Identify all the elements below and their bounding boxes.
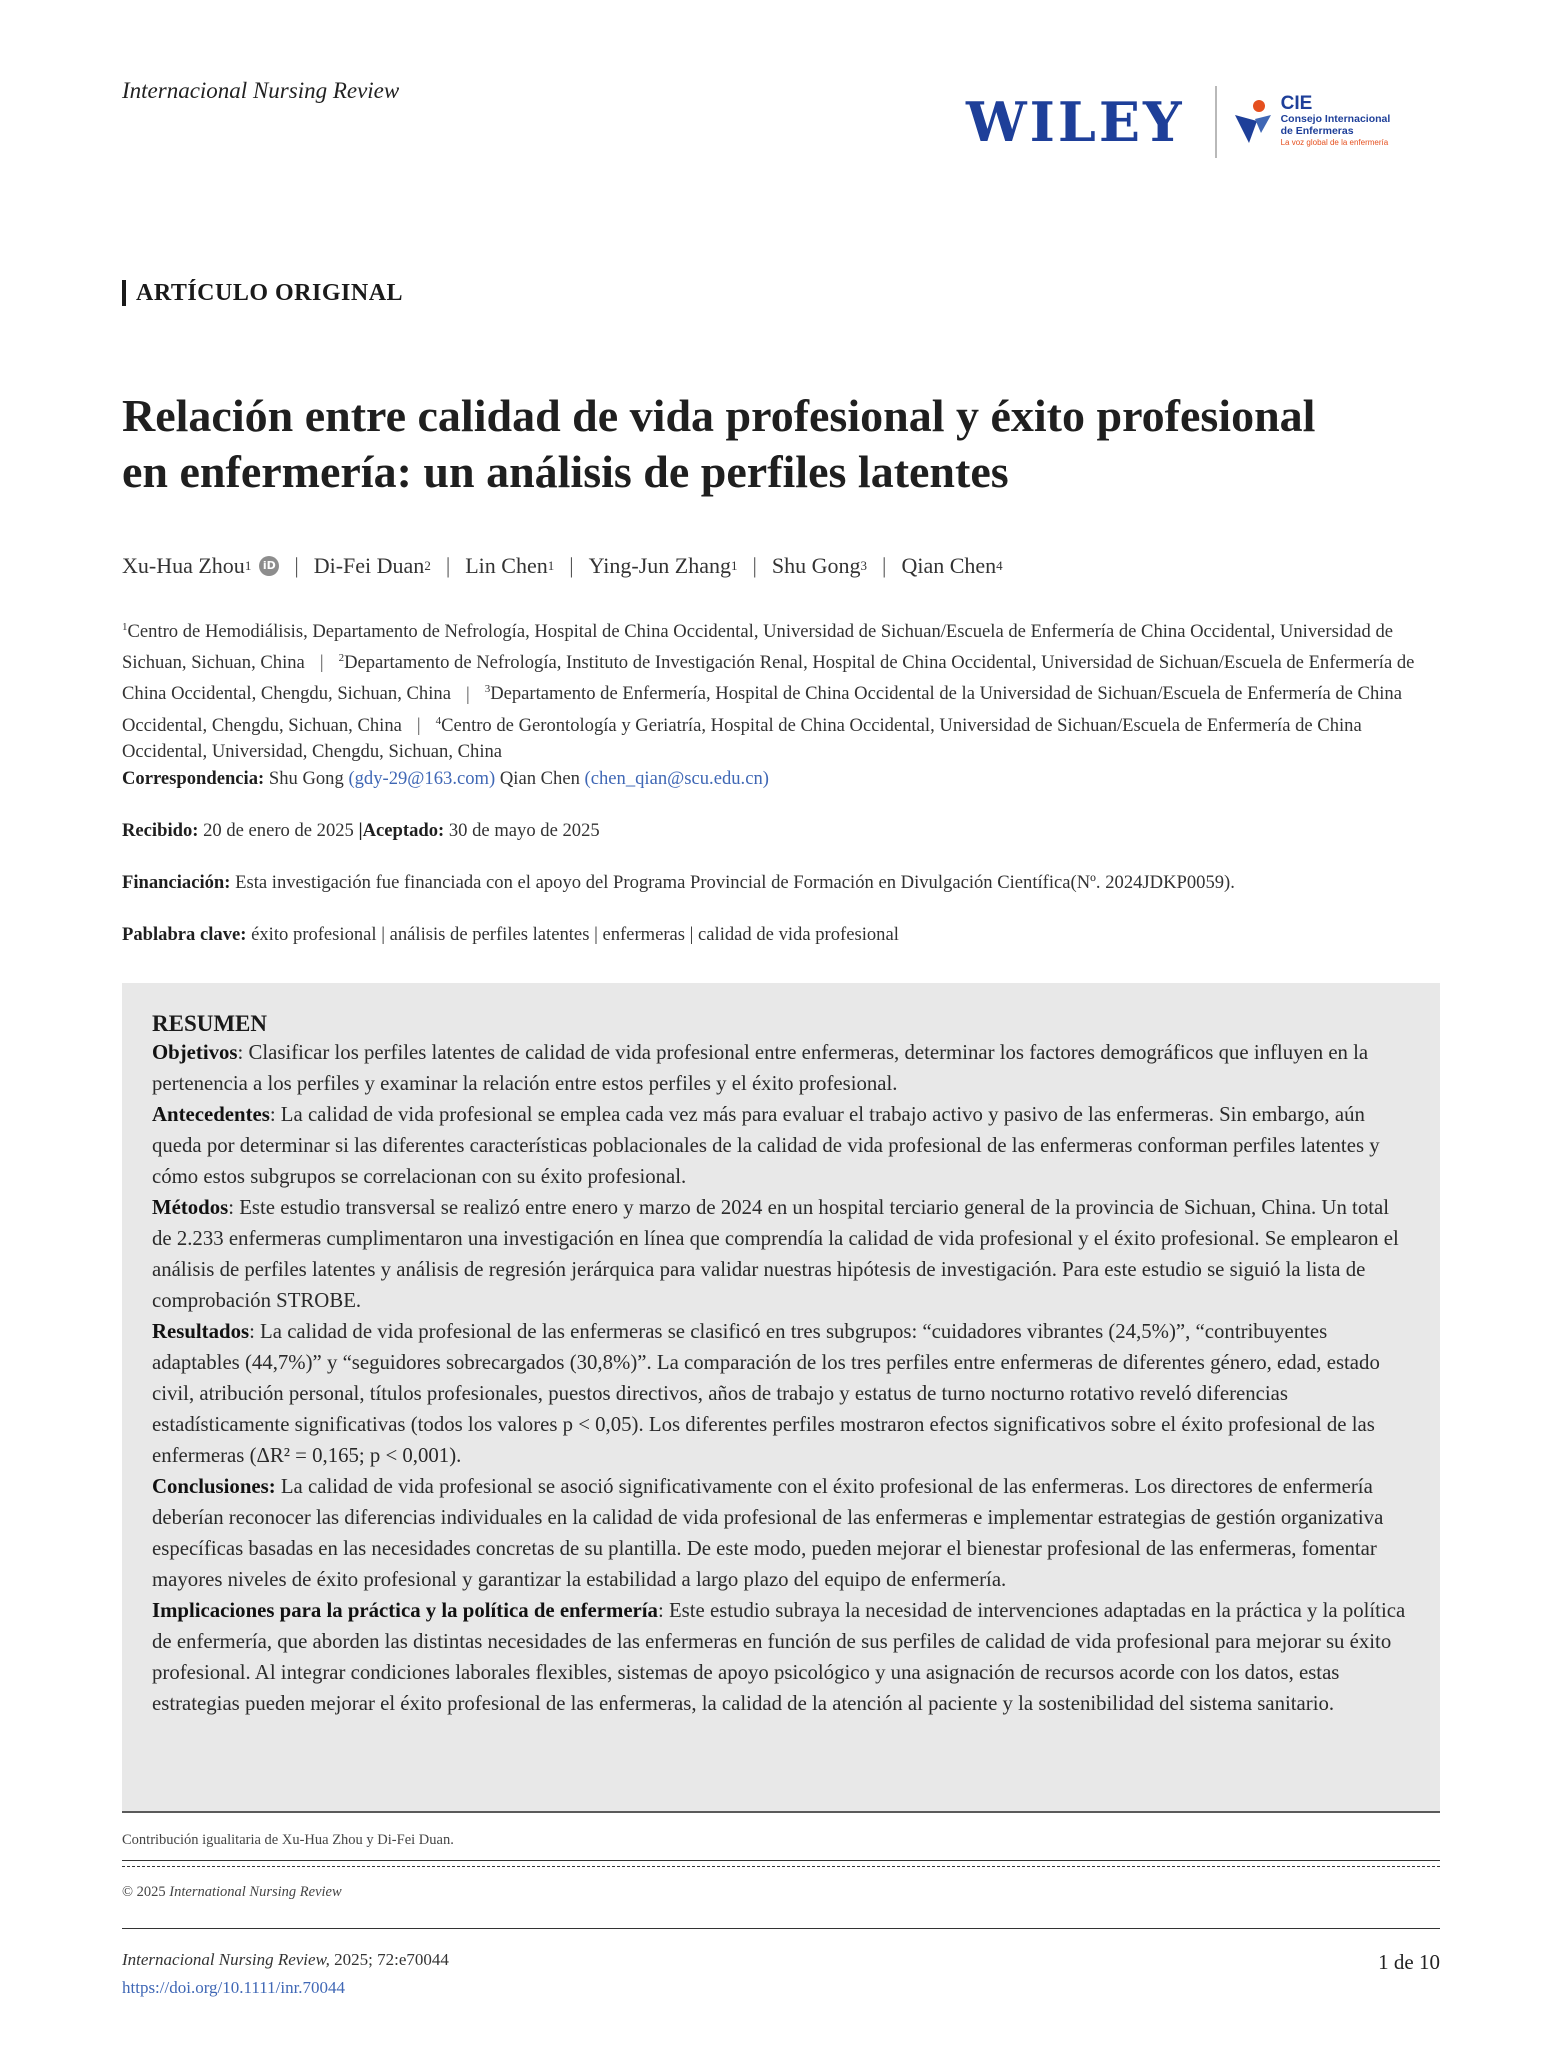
abstract-paragraph bbox=[152, 1037, 1408, 1719]
author-separator: | bbox=[294, 553, 299, 578]
logo-divider bbox=[1215, 86, 1217, 158]
accepted-label: Aceptado: bbox=[362, 820, 445, 841]
title-line-1: Relación entre calidad de vida profesional y éxito profesional bbox=[122, 390, 1316, 441]
copyright-notice bbox=[122, 1884, 342, 1901]
dates-separator: | bbox=[358, 820, 363, 841]
cie-name-1: Consejo Internacional bbox=[1280, 113, 1391, 125]
correspondence-name: Shu Gong bbox=[268, 768, 344, 789]
cie-abbr: CIE bbox=[1280, 93, 1313, 114]
author-name[interactable]: Shu Gong bbox=[771, 553, 861, 578]
abstract-section-text: : La calidad de vida profesional de las enfermeras se clasificó en tres subgrupos: “cuidadores vibrantes (24,5%)”, “contribuyentes adaptables (44,7%)” y “seguidores sobrecargados (30,8%)”. La comparación de los tres perfiles entre enfermeras de diferentes género, edad, estado civil, atribución personal, títulos profesionales, puestos directivos, años de trabajo y estatus de turno nocturno rotativo reveló diferencias estadísticamente significativas (todos los valores p < 0,05). Los diferentes perfiles mostraron efectos significativos sobre el éxito profesional de las enfermeras (ΔR² = 0,165; p < 0,001). bbox=[152, 1320, 1380, 1467]
author-name[interactable]: Xu-Hua Zhou bbox=[122, 553, 245, 578]
keywords-label: Pablabra clave: bbox=[122, 924, 247, 945]
author-affil-sup: 1 bbox=[731, 558, 738, 573]
affiliations bbox=[122, 614, 1442, 765]
affil-text: Centro de Hemodiálisis, Departamento de Nefrología, Hospital de China Occidental, Universidad de Sichuan/Escuela de Enfermería de China Occidental, Universidad de Sichuan, Sichuan, China bbox=[122, 621, 1394, 674]
author-name[interactable]: Ying-Jun Zhang bbox=[588, 553, 732, 578]
affil-num: 4 bbox=[435, 714, 442, 727]
copyright-journal: International Nursing Review bbox=[169, 1884, 342, 1900]
abstract-section-text: : Este estudio subraya la necesidad de intervenciones adaptadas en la práctica y la política de enfermería, que aborden las distintas necesidades de las enfermeras en función de sus perfiles de calidad de vida profesional para mejorar su éxito profesional. Al integrar condiciones laborales flexibles, sistemas de apoyo psicológico y una asignación de recursos acorde con los datos, estas estrategias pueden mejorar el éxito profesional de las enfermeras, la calidad de la atención al paciente y la sostenibilidad del sistema sanitario. bbox=[152, 1599, 1406, 1715]
dates bbox=[122, 820, 600, 842]
received-label: Recibido: bbox=[122, 820, 199, 841]
author-separator: | bbox=[445, 553, 451, 578]
correspondence-label: Correspondencia: bbox=[122, 768, 265, 789]
funding-label: Financiación: bbox=[122, 872, 231, 893]
abstract-section-label: Métodos bbox=[152, 1196, 229, 1219]
abstract-section-label: Objetivos bbox=[152, 1041, 238, 1064]
page-number: 1 de 10 bbox=[1378, 1950, 1440, 1974]
cie-emblem-icon bbox=[1231, 97, 1275, 147]
abstract-heading: RESUMEN bbox=[152, 1011, 268, 1036]
author-name[interactable]: Qian Chen bbox=[901, 553, 997, 578]
received-date: 20 de enero de 2025 bbox=[203, 820, 354, 841]
keywords-text: éxito profesional | análisis de perfiles latentes | enfermeras | calidad de vida profesional bbox=[251, 924, 899, 945]
cie-logo bbox=[1281, 95, 1391, 149]
orcid-icon[interactable]: iD bbox=[259, 556, 279, 576]
affil-separator: | bbox=[465, 683, 470, 705]
author-affil-sup: 4 bbox=[996, 558, 1003, 573]
abstract-section-label: Conclusiones: bbox=[152, 1475, 276, 1498]
abstract-box bbox=[122, 983, 1440, 1813]
footer-rule bbox=[122, 1928, 1440, 1929]
correspondence bbox=[122, 768, 769, 790]
abstract-section-label: Implicaciones para la práctica y la política de enfermería bbox=[152, 1599, 658, 1622]
funding bbox=[122, 872, 1235, 894]
abstract-section-text: : Este estudio transversal se realizó entre enero y marzo de 2024 en un hospital terciario general de la provincia de Sichuan, China. Un total de 2.233 enfermeras cumplimentaron una investigación en línea que comprendía la calidad de vida profesional y el éxito profesional. Se emplearon el análisis de perfiles latentes y análisis de regresión jerárquica para validar nuestras hipótesis de investigación. Para este estudio se siguió la lista de comprobación STROBE. bbox=[152, 1196, 1399, 1312]
affil-num: 2 bbox=[338, 652, 345, 665]
keywords bbox=[122, 924, 899, 946]
author-name[interactable]: Lin Chen bbox=[465, 553, 548, 578]
accepted-date: 30 de mayo de 2025 bbox=[448, 820, 600, 841]
journal-name: Internacional Nursing Review bbox=[122, 78, 400, 103]
citation-details: 2025; 72:e70044 bbox=[329, 1950, 449, 1969]
affil-num: 3 bbox=[484, 683, 491, 696]
citation bbox=[122, 1950, 449, 1970]
article-title bbox=[122, 388, 1452, 500]
email-link[interactable]: (chen_qian@scu.edu.cn) bbox=[584, 768, 769, 789]
affil-separator: | bbox=[416, 714, 421, 736]
footnote-dashed-rule bbox=[122, 1866, 1440, 1867]
abstract-section-label: Antecedentes bbox=[152, 1103, 270, 1126]
abstract-section-text: La calidad de vida profesional se asoció significativamente con el éxito profesional de las enfermeras. Los directores de enfermería deberían reconocer las diferencias individuales en la calidad de vida profesional de las enfermeras e implementar estrategias de gestión organizativa específicas basadas en las necesidades concretas de su plantilla. De este modo, pueden mejorar el bienestar profesional de las enfermeras, fomentar mayores niveles de éxito profesional y garantizar la estabilidad a largo plazo del equipo de enfermería. bbox=[152, 1475, 1384, 1591]
article-type: ARTÍCULO ORIGINAL bbox=[122, 280, 403, 306]
email-link[interactable]: (gdy-29@163.com) bbox=[348, 768, 496, 789]
affil-text: Departamento de Nefrología, Instituto de Investigación Renal, Hospital de China Occidental, Universidad de Sichuan/Escuela de Enfermería de China Occidental, Chengdu, Sichuan, China bbox=[122, 652, 1415, 705]
affil-num: 1 bbox=[122, 621, 128, 633]
footnote-rule bbox=[122, 1860, 1440, 1861]
affil-separator: | bbox=[319, 652, 324, 674]
author-affil-sup: 1 bbox=[547, 558, 555, 573]
abstract-section-text: : La calidad de vida profesional se emplea cada vez más para evaluar el trabajo activo y pasivo de las enfermeras. Sin embargo, aún queda por determinar si las diferentes características poblacionales de la calidad de vida profesional de las enfermeras conforman perfiles latentes y cómo estos subgrupos se correlacionan con su éxito profesional. bbox=[152, 1103, 1380, 1188]
contribution-note: Contribución igualitaria de Xu-Hua Zhou y Di-Fei Duan. bbox=[122, 1832, 454, 1848]
abstract-section-text: : Clasificar los perfiles latentes de calidad de vida profesional entre enfermeras, determinar los factores demográficos que influyen en la pertenencia a los perfiles y examinar la relación entre estos perfiles y el éxito profesional. bbox=[152, 1041, 1369, 1095]
doi-link[interactable]: https://doi.org/10.1111/inr.70044 bbox=[122, 1978, 346, 1997]
wiley-logo: WILEY bbox=[966, 90, 1185, 154]
abstract-section-label: Resultados bbox=[152, 1320, 250, 1343]
author-affil-sup: 3 bbox=[860, 558, 868, 573]
copyright-year: 2025 bbox=[136, 1884, 166, 1900]
affil-text: Departamento de Enfermería, Hospital de China Occidental de la Universidad de Sichuan/Escuela de Enfermería de China Occidental, Chengdu, Sichuan, China bbox=[122, 683, 1402, 736]
author-affil-sup: 1 bbox=[244, 558, 252, 573]
publisher-logos bbox=[966, 82, 1426, 162]
author-affil-sup: 2 bbox=[424, 558, 431, 573]
cie-name-2: de Enfermeras bbox=[1280, 125, 1354, 137]
funding-text: Esta investigación fue financiada con el apoyo del Programa Provincial de Formación en Divulgación Científica(Nº. 2024JDKP0059). bbox=[235, 872, 1235, 893]
affil-text: Centro de Gerontología y Geriatría, Hospital de China Occidental, Universidad de Sichuan/Escuela de Enfermería de China Occidental, Universidad, Chengdu, Sichuan, China bbox=[122, 714, 1362, 762]
author-separator: | bbox=[569, 553, 574, 578]
correspondence-name: Qian Chen bbox=[499, 768, 580, 789]
citation-journal: Internacional Nursing Review, bbox=[122, 1950, 330, 1969]
author-separator: | bbox=[882, 553, 887, 578]
cie-tagline: La voz global de la enfermería bbox=[1280, 138, 1389, 147]
author-list bbox=[122, 553, 1003, 579]
copyright-symbol: © bbox=[122, 1884, 134, 1900]
author-name[interactable]: Di-Fei Duan bbox=[313, 553, 425, 578]
title-line-2: en enfermería: un análisis de perfiles latentes bbox=[122, 446, 1009, 497]
author-separator: | bbox=[752, 553, 757, 578]
